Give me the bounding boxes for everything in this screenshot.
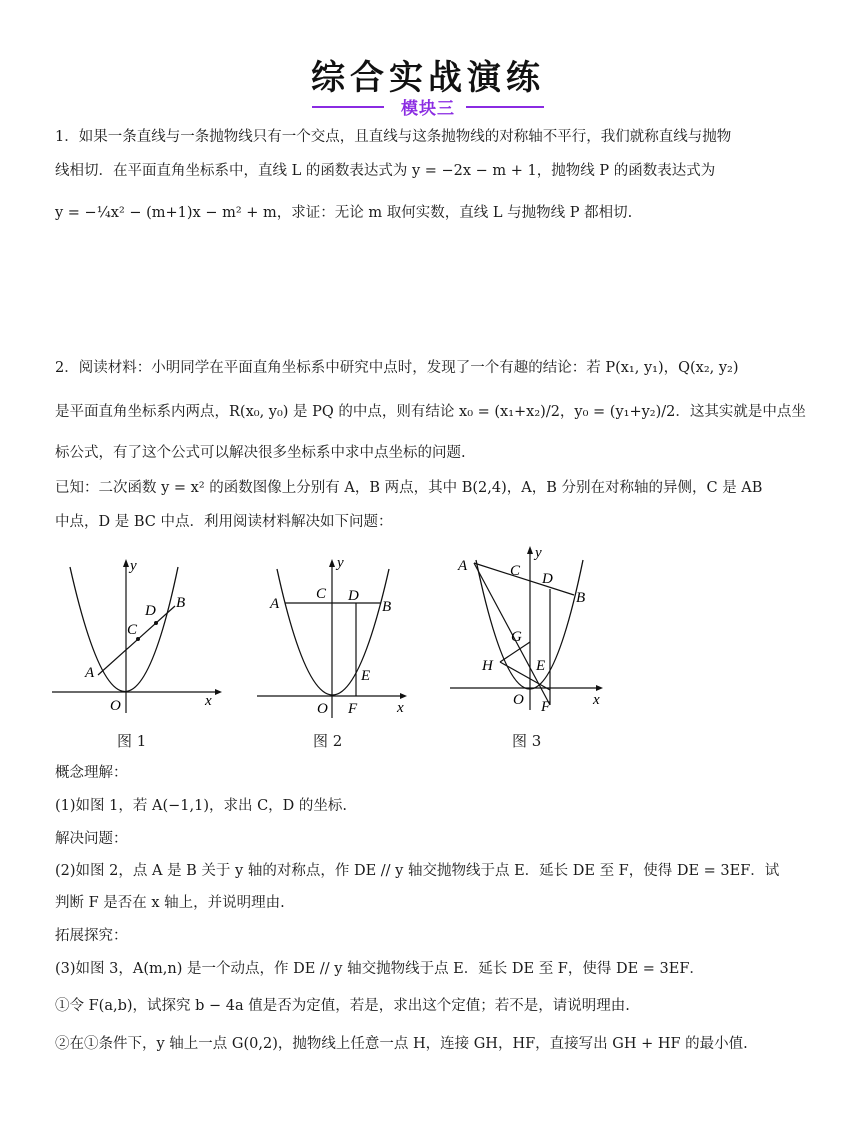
- q2-line1: 2．阅读材料：小明同学在平面直角坐标系中研究中点时，发现了一个有趣的结论：若 P(x₁, y₁)，Q(x₂, y₂): [55, 360, 739, 376]
- label-a: A: [85, 665, 95, 681]
- label-a: A: [458, 558, 468, 574]
- label-f: F: [541, 699, 551, 715]
- label-x: x: [397, 700, 404, 716]
- label-h: H: [482, 658, 493, 674]
- section-concept: 概念理解：: [55, 765, 128, 781]
- label-o: O: [317, 701, 328, 717]
- module-label: 模块三: [401, 99, 455, 119]
- figure-3: [448, 540, 613, 725]
- label-d: D: [542, 571, 553, 587]
- q2-part3: (3)如图 3，A(m,n) 是一个动点，作 DE // y 轴交抛物线于点 E．延长 DE 至 F，使得 DE = 3EF．: [55, 961, 704, 977]
- label-y: y: [130, 558, 137, 574]
- parabola: [277, 569, 392, 695]
- label-g: G: [511, 629, 522, 645]
- subtitle-rule-right: [466, 106, 544, 108]
- module-subtitle: [312, 94, 544, 120]
- figure-2-caption: 图 2: [313, 732, 343, 750]
- label-b: B: [176, 595, 186, 611]
- label-c: C: [510, 563, 521, 579]
- label-b: B: [576, 590, 586, 606]
- x-axis-arrow: [596, 685, 603, 691]
- label-e: E: [536, 658, 546, 674]
- q2-line4: 已知：二次函数 y = x² 的函数图像上分别有 A，B 两点，其中 B(2,4)，A，B 分别在对称轴的异侧，C 是 AB: [55, 480, 763, 496]
- q2-part2b: 判断 F 是否在 x 轴上，并说明理由.: [55, 895, 285, 911]
- q2-part3-2: ②在①条件下，y 轴上一点 G(0,2)，抛物线上任意一点 H，连接 GH，HF，直接写出 GH + HF 的最小值.: [55, 1036, 748, 1052]
- figure-3-caption: 图 3: [512, 732, 542, 750]
- x-axis-arrow: [400, 693, 407, 699]
- y-axis-arrow: [123, 559, 129, 567]
- label-y: y: [337, 555, 344, 571]
- segment-ab: [98, 606, 175, 675]
- label-x: x: [593, 692, 600, 708]
- q1-line2: 线相切．在平面直角坐标系中，直线 L 的函数表达式为 y = −2x − m + 1，抛物线 P 的函数表达式为: [55, 163, 716, 179]
- q1-line3: y = −¼x² − (m+1)x − m² + m，求证：无论 m 取何实数，直线 L 与抛物线 P 都相切.: [55, 205, 633, 221]
- label-o: O: [513, 692, 524, 708]
- page-title: 综合实战演练: [311, 58, 545, 98]
- label-d: D: [145, 603, 156, 619]
- label-y: y: [535, 545, 542, 561]
- q2-line2: 是平面直角坐标系内两点，R(x₀, y₀) 是 PQ 的中点，则有结论 x₀ = (x₁+x₂)/2，y₀ = (y₁+y₂)/2．这其实就是中点坐: [55, 404, 806, 420]
- y-axis-arrow: [329, 559, 335, 567]
- point-d: [154, 621, 158, 625]
- q2-part2a: (2)如图 2，点 A 是 B 关于 y 轴的对称点，作 DE // y 轴交抛物线于点 E．延长 DE 至 F，使得 DE = 3EF．试: [55, 863, 780, 879]
- y-axis-arrow: [527, 546, 533, 554]
- q2-line3: 标公式，有了这个公式可以解决很多坐标系中求中点坐标的问题.: [55, 445, 466, 461]
- label-b: B: [382, 599, 392, 615]
- label-e: E: [361, 668, 371, 684]
- q2-part1: (1)如图 1，若 A(−1,1)，求出 C，D 的坐标.: [55, 798, 348, 814]
- label-f: F: [348, 701, 358, 717]
- q2-line5: 中点，D 是 BC 中点．利用阅读材料解决如下问题：: [55, 514, 393, 530]
- figure-1-caption: 图 1: [117, 732, 147, 750]
- label-c: C: [316, 586, 327, 602]
- x-axis-arrow: [215, 689, 222, 695]
- label-d: D: [348, 588, 359, 604]
- figure-1: [50, 553, 225, 723]
- label-o: O: [110, 698, 121, 714]
- figure-2: [255, 553, 415, 723]
- section-extend: 拓展探究：: [55, 928, 128, 944]
- section-solve: 解决问题：: [55, 831, 128, 847]
- q2-part3-1: ①令 F(a,b)，试探究 b − 4a 值是否为定值，若是，求出这个定值；若不是，请说明理由.: [55, 998, 630, 1014]
- q1-line1: 1．如果一条直线与一条抛物线只有一个交点，且直线与这条抛物线的对称轴不平行，我们就称直线与抛物: [55, 129, 732, 145]
- label-a: A: [270, 596, 280, 612]
- label-c: C: [127, 622, 138, 638]
- label-x: x: [205, 693, 212, 709]
